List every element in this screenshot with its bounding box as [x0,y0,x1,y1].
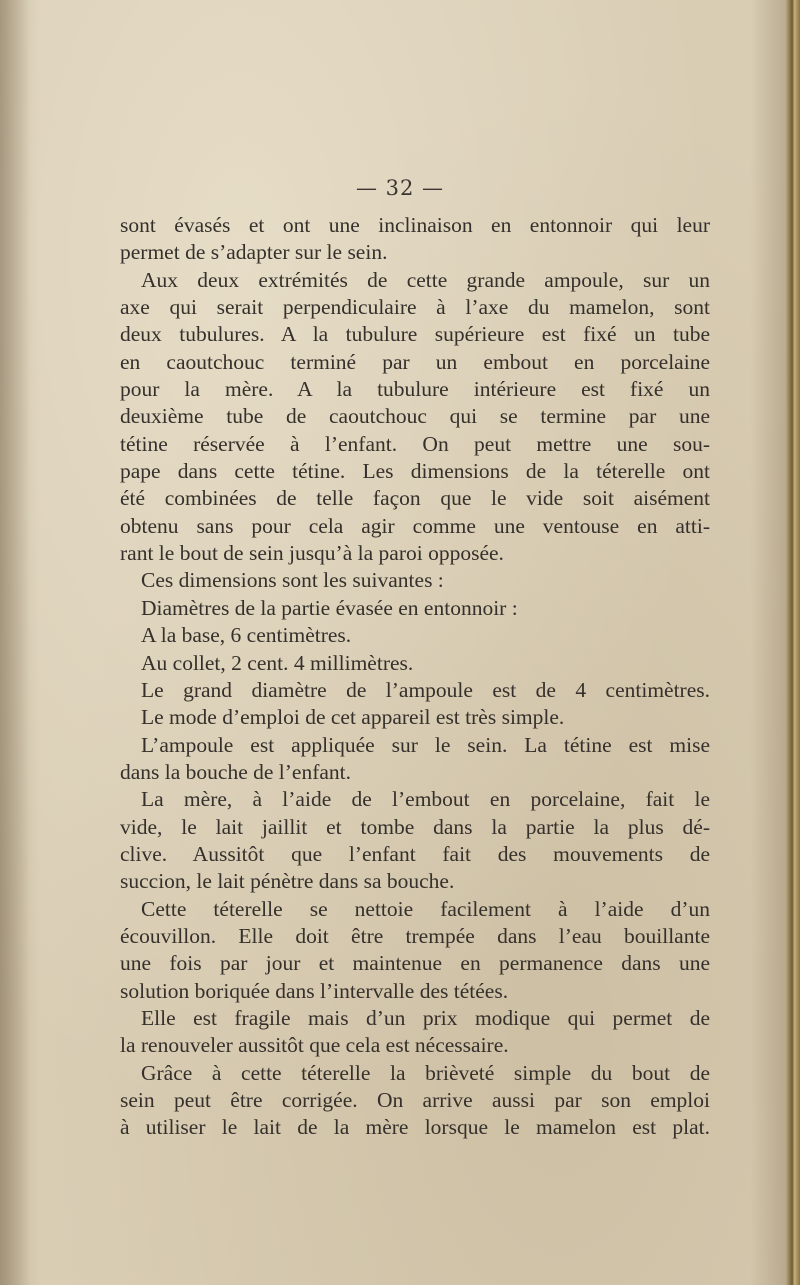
text-line: tétine réservée à l’enfant. On peut mettre une sou- [120,431,710,456]
text-line: Elle est fragile mais d’un prix modique qui permet de [141,1005,710,1030]
text-line: Cette téterelle se nettoie facilement à l’aide d’un [141,896,710,921]
text-line: Au collet, 2 cent. 4 millimètres. [141,650,414,675]
text-line: en caoutchouc terminé par un embout en porcelaine [120,349,710,374]
text-line: L’ampoule est appliquée sur le sein. La tétine est mise [141,732,710,757]
text-line: Le grand diamètre de l’ampoule est de 4 centimètres. [141,677,710,702]
text-line: Ces dimensions sont les suivantes : [141,568,444,593]
text-line: dans la bouche de l’enfant. [120,759,352,784]
text-line: permet de s’adapter sur le sein. [120,240,388,265]
text-line: deux tubulures. A la tubulure supérieure est fixé un tube [120,322,710,347]
text-line: solution boriquée dans l’intervalle des tétées. [120,978,509,1003]
body-text [120,212,710,1142]
text-line: sont évasés et ont une inclinaison en entonnoir qui leur [120,213,710,237]
text-line: Aux deux extrémités de cette grande ampoule, sur un [141,267,710,292]
text-line: A la base, 6 centimètres. [141,623,352,648]
text-line: été combinées de telle façon que le vide soit aisément [120,486,710,511]
text-line: écouvillon. Elle doit être trempée dans l’eau bouillante [120,923,710,948]
text-line: pape dans cette tétine. Les dimensions de la téterelle ont [120,459,710,484]
text-line: La mère, à l’aide de l’embout en porcelaine, fait le [141,787,710,812]
text-line: clive. Aussitôt que l’enfant fait des mouvements de [120,841,710,866]
text-line: obtenu sans pour cela agir comme une ventouse en atti- [120,513,710,538]
text-line: vide, le lait jaillit et tombe dans la partie la plus dé- [120,814,710,839]
page-number: — 32 — [355,176,445,200]
text-line: une fois par jour et maintenue en permanence dans une [120,951,710,976]
text-line: deuxième tube de caoutchouc qui se termine par une [120,404,710,429]
text-line: axe qui serait perpendiculaire à l’axe du mamelon, sont [120,295,710,320]
text-line: sein peut être corrigée. On arrive aussi par son emploi [120,1088,710,1112]
text-line: succion, le lait pénètre dans sa bouche. [120,869,455,894]
text-line: la renouveler aussitôt que cela est nécessaire. [120,1033,509,1058]
text-line: à utiliser le lait de la mère lorsque le mamelon est plat. [120,1115,710,1140]
text-line: pour la mère. A la tubulure intérieure est fixé un [120,377,710,402]
text-line: Le mode d’emploi de cet appareil est très simple. [141,705,565,730]
text-line: Grâce à cette téterelle la brièveté simple du bout de [141,1060,710,1085]
text-line: rant le bout de sein jusqu’à la paroi opposée. [120,541,504,566]
text-line: Diamètres de la partie évasée en entonnoir : [141,595,518,620]
